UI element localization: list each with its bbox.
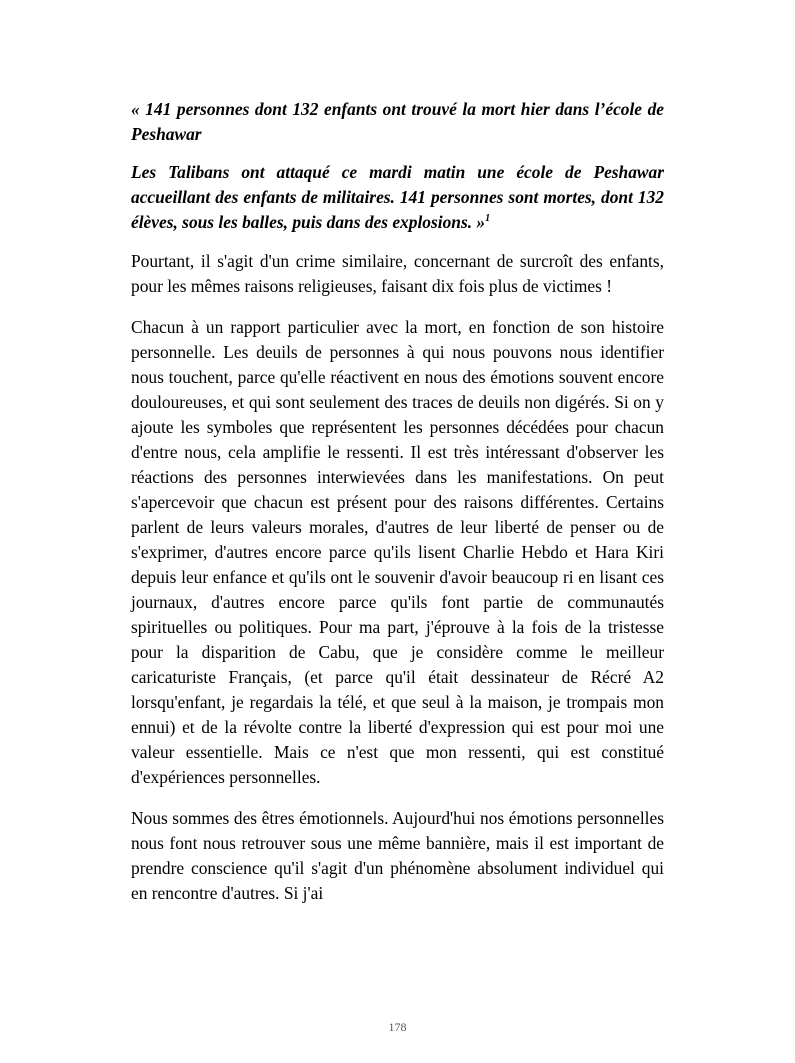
page-number: 178: [388, 1020, 407, 1034]
paragraph: Nous sommes des êtres émotionnels. Aujourd'hui nos émotions personnelles nous font nous retrouver sous une même bannière, mais il est important de prendre conscience qu'il s'agit d'un phénomène absolument individuel qui en rencontre d'autres. Si j'ai: [131, 808, 664, 903]
quote-title: « 141 personnes dont 132 enfants ont trouvé la mort hier dans l’école de Peshawar: [131, 99, 664, 144]
quote-body: [131, 160, 664, 235]
footnote-reference[interactable]: 1: [485, 213, 491, 225]
paragraph: Pourtant, il s'agit d'un crime similaire, concernant de surcroît des enfants, pour les mêmes raisons religieuses, faisant dix fois plus de victimes !: [131, 251, 664, 296]
quote-body-text: Les Talibans ont attaqué ce mardi matin une école de Peshawar accueillant des enfants de militaires. 141 personnes sont mortes, dont 132 élèves, sous les balles, puis dans des explosions. »: [131, 162, 664, 232]
paragraph: Chacun à un rapport particulier avec la mort, en fonction de son histoire personnelle. Les deuils de personnes à qui nous pouvons nous identifier nous touchent, parce qu'elle réactivent en nous des émotions souvent encore douloureuses, et qui sont seulement des traces de deuils non digérés. Si on y ajoute les symboles que représentent les personnes décédées pour chacun d'entre nous, cela amplifie le ressenti. Il est très intéressant d'observer les réactions des personnes interwievées dans les manifestations. On peut s'apercevoir que chacun est présent pour des raisons différentes. Certains parlent de leurs valeurs morales, d'autres de leur liberté de penser ou de s'exprimer, d'autres encore parce qu'ils lisent Charlie Hebdo et Hara Kiri depuis leur enfance et qu'ils ont le souvenir d'avoir beaucoup ri en lisant ces journaux, d'autres encore parce qu'ils font partie de communautés spirituelles ou politiques. Pour ma part, j'éprouve à la fois de la tristesse pour la disparition de Cabu, que je considère comme le meilleur caricaturiste Français, (et parce qu'il était dessinateur de Récré A2 lorsqu'enfant, je regardais la télé, et que seul à la maison, je trompais mon ennui) et de la révolte contre la liberté d'expression qui est pour moi une valeur essentielle. Mais ce n'est que mon ressenti, qui est constitué d'expériences personnelles.: [131, 317, 664, 787]
page-body: [131, 97, 664, 922]
